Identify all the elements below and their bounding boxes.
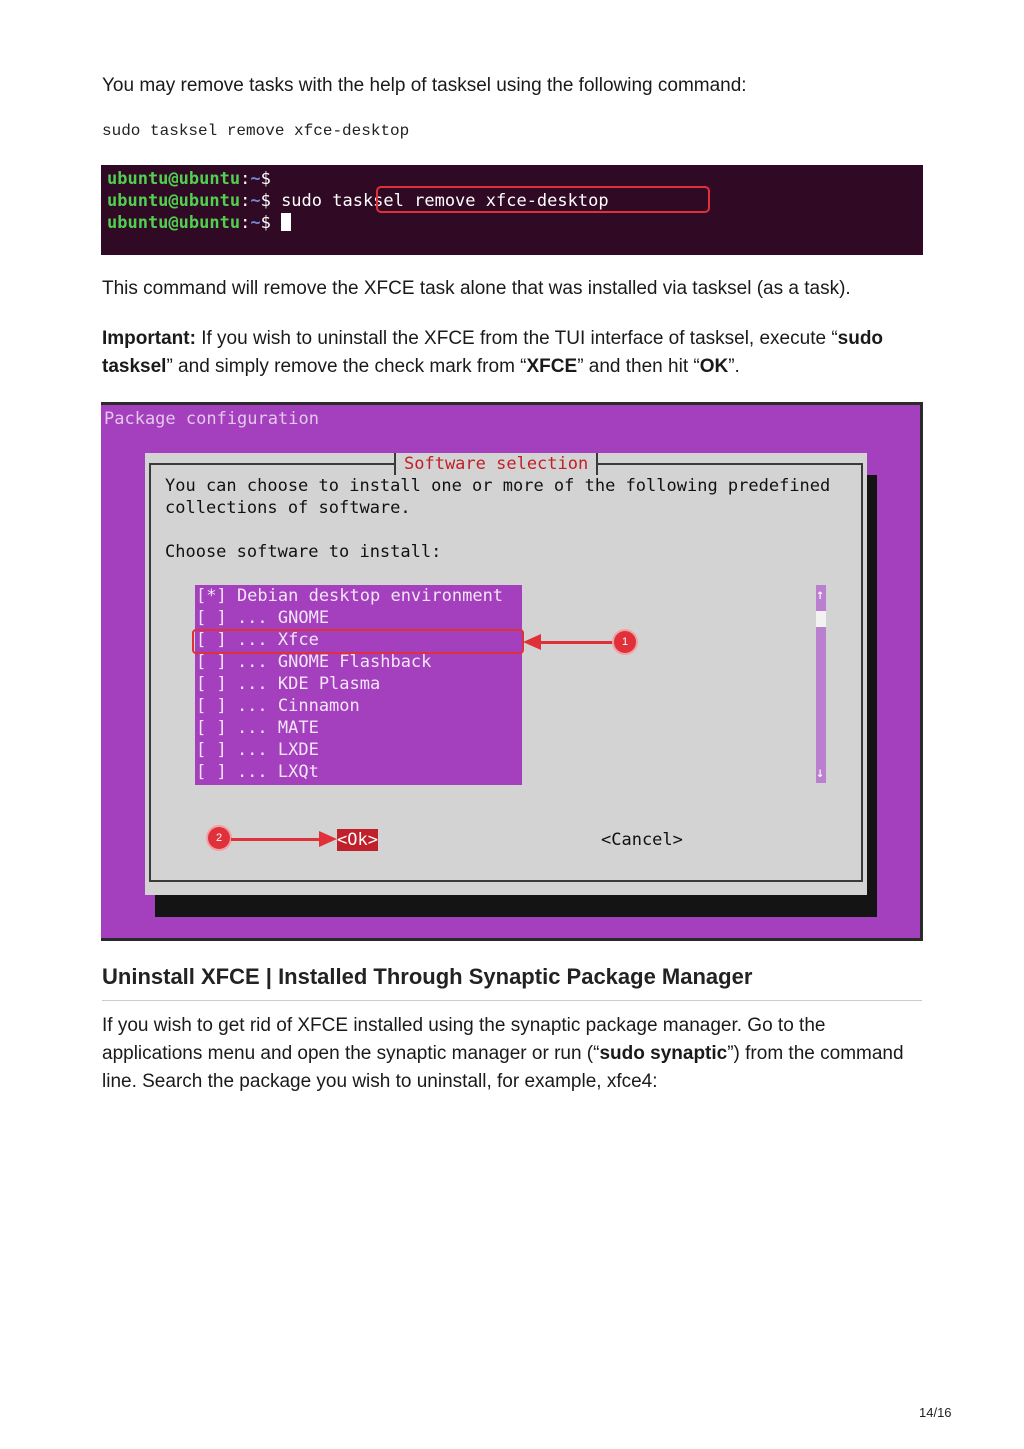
terminal-line-3: ubuntu@ubuntu:~$ <box>107 212 291 234</box>
terminal-command: sudo tasksel remove xfce-desktop <box>281 191 609 211</box>
dialog-title: Software selection <box>394 453 598 475</box>
list-item[interactable]: [ ] ... Cinnamon <box>196 696 360 716</box>
dialog-desc-1: You can choose to install one or more of the following predefined <box>165 476 831 496</box>
software-selection-dialog <box>145 453 867 895</box>
dialog-desc-2: collections of software. <box>165 498 411 518</box>
scroll-up-icon: ↑ <box>816 587 825 603</box>
arrow-2-head-icon <box>319 831 337 847</box>
tasksel-screenshot <box>101 402 923 941</box>
scrollbar[interactable] <box>816 585 826 783</box>
list-item[interactable]: [ ] ... KDE Plasma <box>196 674 381 694</box>
annotation-badge-2: 2 <box>208 827 230 849</box>
terminal-screenshot <box>101 165 923 255</box>
arrow-2-line <box>231 838 323 841</box>
command-highlight <box>376 186 710 213</box>
dialog-prompt: Choose software to install: <box>165 542 442 562</box>
scroll-thumb[interactable] <box>816 611 826 627</box>
list-item[interactable]: [ ] ... LXQt <box>196 762 319 782</box>
cursor-block <box>281 213 291 231</box>
important-note: Important: If you wish to uninstall the XFCE from the TUI interface of tasksel, execute “sudo tasksel” and simply remove the check mark from “XFCE” and then hit “OK”. <box>102 328 884 377</box>
list-item[interactable]: [ ] ... GNOME <box>196 608 330 628</box>
synaptic-paragraph: If you wish to get rid of XFCE installed using the synaptic package manager. Go to the applications menu and open the synaptic manager or run (“sudo synaptic”) from the command line. Search the package you wish to uninstall, for example, xfce4: <box>102 1015 904 1092</box>
scroll-down-icon: ↓ <box>816 765 825 781</box>
section-heading: Uninstall XFCE | Installed Through Synaptic Package Manager <box>102 964 922 1001</box>
intro-text: You may remove tasks with the help of tasksel using the following command: <box>102 75 747 96</box>
window-title: Package configuration <box>104 409 319 429</box>
terminal-line-1: ubuntu@ubuntu:~$ <box>107 169 271 189</box>
code-snippet: sudo tasksel remove xfce-desktop <box>102 122 410 140</box>
list-item[interactable]: [ ] ... GNOME Flashback <box>196 652 432 672</box>
software-list <box>195 585 522 785</box>
list-item[interactable]: [*] Debian desktop environment <box>196 586 504 606</box>
annotation-badge-1: 1 <box>614 631 636 653</box>
para-remove-task: This command will remove the XFCE task alone that was installed via tasksel (as a task). <box>102 278 851 299</box>
terminal-line-2: ubuntu@ubuntu:~$ sudo tasksel remove xfce-desktop <box>107 191 609 211</box>
list-item[interactable]: [ ] ... LXDE <box>196 740 319 760</box>
list-item[interactable]: [ ] ... MATE <box>196 718 319 738</box>
page-number: 14/16 <box>919 1405 952 1420</box>
cancel-button[interactable]: <Cancel> <box>601 830 683 850</box>
ok-button[interactable]: <Ok> <box>337 830 378 850</box>
list-item-xfce[interactable]: [ ] ... Xfce <box>196 630 319 650</box>
arrow-1-line <box>539 641 619 644</box>
xfce-highlight <box>192 629 524 654</box>
